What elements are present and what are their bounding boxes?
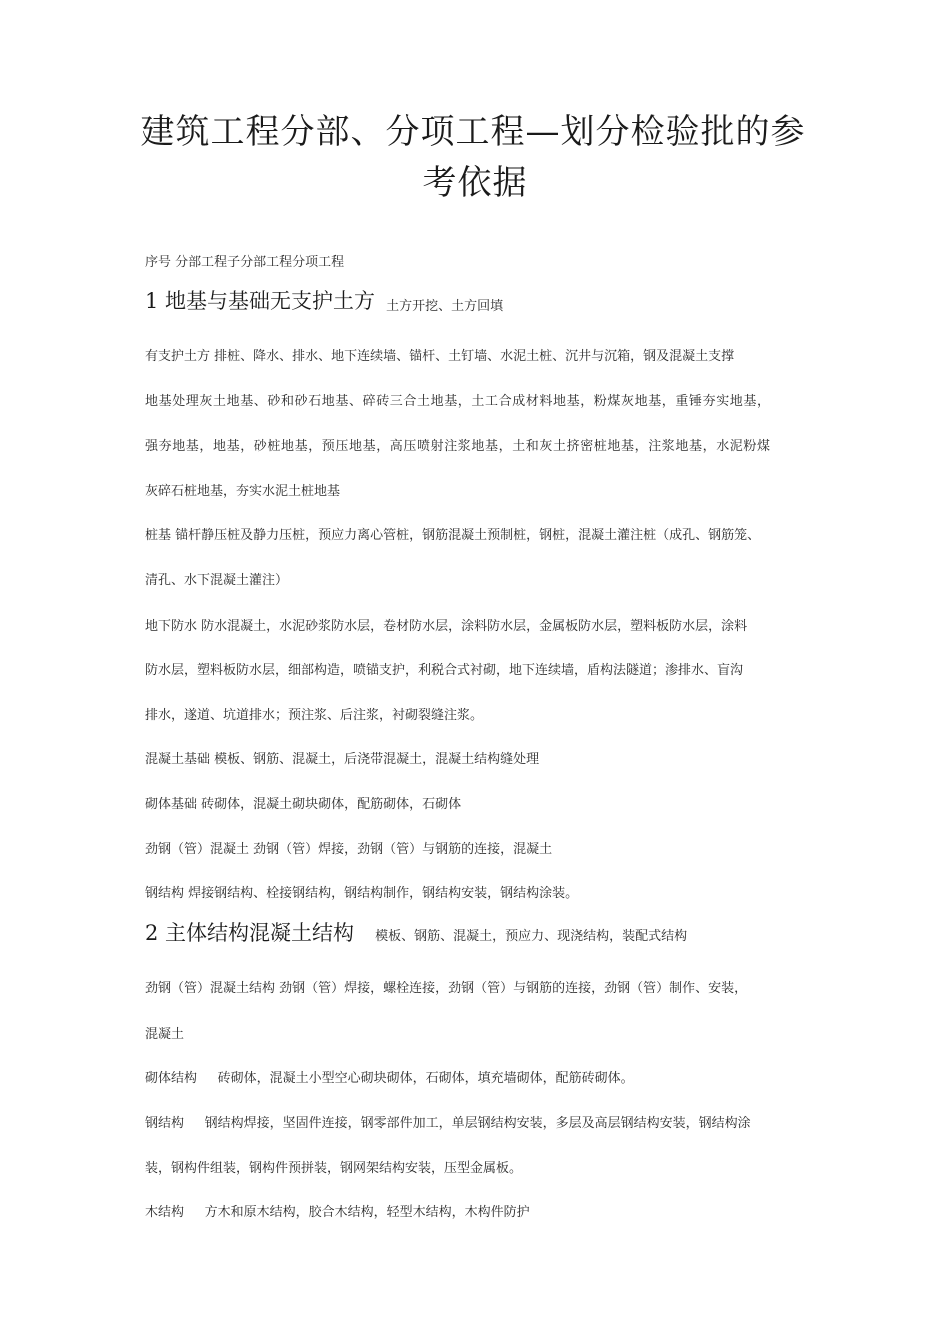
section-1-heading: 1 地基与基础无支护土方 [145, 289, 376, 313]
text-line: 有支护土方 排桩、降水、排水、地下连续墙、锚杆、土钉墙、水泥土桩、沉井与沉箱，钢及混凝土支撑 [145, 349, 735, 364]
section-1-row [145, 291, 503, 312]
section-2-heading: 2 主体结构混凝土结构 [145, 921, 355, 945]
section-2-row [145, 923, 687, 944]
text-line: 地下防水 防水混凝土，水泥砂浆防水层，卷材防水层，涂料防水层，金属板防水层，塑料板防水层，涂料 [145, 619, 748, 634]
section-1-items: 土方开挖、土方回填 [386, 299, 504, 314]
text-line: 钢结构 焊接钢结构、栓接钢结构，钢结构制作，钢结构安装，钢结构涂装。 [145, 886, 579, 901]
text-line: 混凝土 [145, 1027, 185, 1042]
text-line: 排水，遂道、坑道排水；预注浆、后注浆，衬砌裂缝注浆。 [145, 708, 484, 723]
table-header-row: 序号 分部工程子分部工程分项工程 [145, 255, 345, 270]
text-line: 灰碎石桩地基，夯实水泥土桩地基 [145, 484, 341, 499]
text-line: 混凝土基础 模板、钢筋、混凝土，后浇带混凝土，混凝土结构缝处理 [145, 752, 540, 767]
text-line: 劲钢（管）混凝土 劲钢（管）焊接，劲钢（管）与钢筋的连接，混凝土 [145, 842, 553, 857]
text-line: 防水层，塑料板防水层，细部构造，喷锚支护，利税合式衬砌，地下连续墙，盾构法隧道；渗排水、盲沟 [145, 663, 744, 678]
document-title-line-1: 建筑工程分部、分项工程—划分检验批的参 [140, 112, 806, 152]
text-line: 装，钢构件组装，钢构件预拼装，钢网架结构安装，压型金属板。 [145, 1161, 523, 1176]
text-line: 桩基 锚杆静压桩及静力压桩，预应力离心管桩，钢筋混凝土预制桩，钢桩，混凝土灌注桩（成孔、钢筋笼、 [145, 528, 761, 543]
text-line: 清孔、水下混凝土灌注） [145, 573, 289, 588]
section-2-items: 模板、钢筋、混凝土，预应力、现浇结构，装配式结构 [375, 929, 688, 944]
text-line: 砌体基础 砖砌体，混凝土砌块砌体，配筋砌体，石砌体 [145, 797, 462, 812]
document-title-line-2: 考依据 [422, 163, 528, 203]
text-line: 钢结构 钢结构焊接，坚固件连接，钢零部件加工，单层钢结构安装，多层及高层钢结构安装，钢结构涂 [145, 1116, 751, 1131]
text-line: 砌体结构 砖砌体，混凝土小型空心砌块砌体，石砌体，填充墙砌体，配筋砖砌体。 [145, 1071, 634, 1086]
text-line: 木结构 方木和原木结构，胶合木结构，轻型木结构，木构件防护 [145, 1205, 530, 1220]
text-line: 强夯地基，地基，砂桩地基，预压地基，高压喷射注浆地基，土和灰土挤密桩地基，注浆地基，水泥粉煤 [145, 439, 771, 454]
text-line: 劲钢（管）混凝土结构 劲钢（管）焊接，螺栓连接，劲钢（管）与钢筋的连接，劲钢（管）制作、安装， [145, 981, 748, 996]
text-line: 地基处理灰土地基、砂和砂石地基、碎砖三合土地基，土工合成材料地基，粉煤灰地基，重锤夯实地基， [145, 394, 771, 409]
